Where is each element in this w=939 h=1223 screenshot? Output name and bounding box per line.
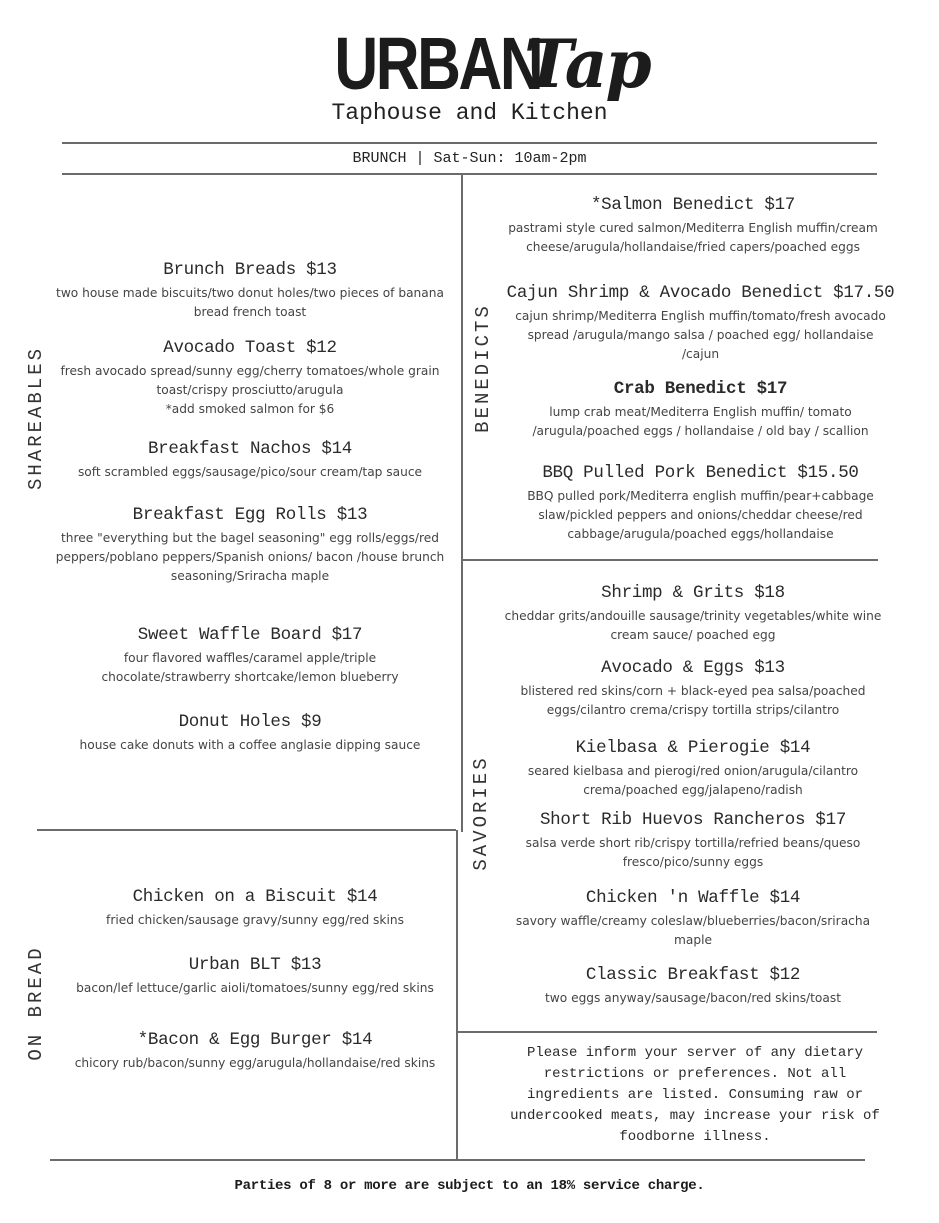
menu-item bbox=[503, 581, 883, 645]
divider-left-sections bbox=[37, 829, 456, 831]
menu-item bbox=[55, 258, 445, 322]
menu-item bbox=[503, 281, 898, 364]
item-title: Crab Benedict $17 bbox=[613, 379, 788, 399]
dietary-notice: Please inform your server of any dietary restrictions or preferences. Not all ingredients are listed. Consuming raw or undercooked meats, may increase your risk of foodborne illness. bbox=[510, 1045, 880, 1145]
divider-top bbox=[62, 142, 877, 144]
item-description: cheddar grits/andouille sausage/trinity vegetables/white wine cream sauce/ poached egg bbox=[504, 609, 882, 642]
menu-item bbox=[503, 736, 883, 800]
item-title: Chicken 'n Waffle $14 bbox=[585, 888, 801, 908]
service-charge-footer: Parties of 8 or more are subject to an 18% service charge. bbox=[234, 1178, 705, 1194]
item-description: cajun shrimp/Mediterra English muffin/tomato/fresh avocado spread /arugula/mango salsa / poached egg/ hollandaise /cajun bbox=[515, 309, 886, 361]
item-title: Chicken on a Biscuit $14 bbox=[132, 887, 378, 907]
item-title: Brunch Breads $13 bbox=[163, 260, 337, 280]
menu-item bbox=[55, 953, 455, 998]
item-description: fresh avocado spread/sunny egg/cherry tomatoes/whole grain toast/crispy prosciutto/arugula bbox=[60, 364, 440, 397]
divider-center-upper bbox=[461, 175, 463, 832]
menu-item bbox=[503, 461, 898, 544]
menu-item bbox=[503, 886, 883, 950]
menu-item bbox=[503, 963, 883, 1008]
section-label-benedicts: BENEDICTS bbox=[472, 303, 494, 433]
item-description: four flavored waffles/caramel apple/triple chocolate/strawberry shortcake/lemon blueberry bbox=[101, 651, 399, 684]
menu-item bbox=[75, 623, 425, 687]
item-title: *Salmon Benedict $17 bbox=[590, 195, 796, 215]
logo-urban: URBAN bbox=[334, 22, 542, 105]
menu-item bbox=[503, 377, 898, 441]
item-description: blistered red skins/corn + black-eyed pea salsa/poached eggs/cilantro crema/crispy tortilla strips/cilantro bbox=[520, 684, 866, 717]
item-title: Breakfast Egg Rolls $13 bbox=[132, 505, 368, 525]
item-description: pastrami style cured salmon/Mediterra English muffin/cream cheese/arugula/hollandaise/fried capers/poached eggs bbox=[508, 221, 878, 254]
menu-item bbox=[55, 503, 445, 586]
item-description: fried chicken/sausage gravy/sunny egg/red skins bbox=[106, 913, 404, 927]
item-description: savory waffle/creamy coleslaw/blueberries/bacon/sriracha maple bbox=[515, 914, 871, 947]
item-title: Short Rib Huevos Rancheros $17 bbox=[539, 810, 847, 830]
item-description: soft scrambled eggs/sausage/pico/sour cream/tap sauce bbox=[77, 465, 423, 479]
item-title: Kielbasa & Pierogie $14 bbox=[575, 738, 811, 758]
logo bbox=[0, 24, 939, 108]
item-title: Breakfast Nachos $14 bbox=[147, 439, 353, 459]
menu-item bbox=[55, 710, 445, 755]
item-description: chicory rub/bacon/sunny egg/arugula/hollandaise/red skins bbox=[74, 1056, 436, 1070]
subtitle: Taphouse and Kitchen bbox=[331, 100, 608, 126]
menu-item bbox=[55, 1028, 455, 1073]
divider-center-lower bbox=[456, 830, 458, 1160]
menu-item bbox=[55, 437, 445, 482]
logo-tap: Tap bbox=[523, 25, 650, 103]
divider-right-lower bbox=[457, 1031, 877, 1033]
menu-item bbox=[503, 656, 883, 720]
item-title: *Bacon & Egg Burger $14 bbox=[137, 1030, 373, 1050]
item-title: Sweet Waffle Board $17 bbox=[137, 625, 363, 645]
divider-bottom bbox=[50, 1159, 865, 1161]
section-label-shareables: SHAREABLES bbox=[25, 345, 47, 491]
divider-right-upper bbox=[461, 559, 878, 561]
section-label-savories: SAVORIES bbox=[470, 755, 492, 871]
item-title: Avocado Toast $12 bbox=[163, 338, 337, 358]
item-title: Shrimp & Grits $18 bbox=[601, 583, 785, 603]
item-description: house cake donuts with a coffee anglasie dipping sauce bbox=[79, 738, 421, 752]
section-label-on-bread: ON BREAD bbox=[25, 945, 47, 1061]
item-note: *add smoked salmon for $6 bbox=[165, 402, 335, 416]
item-description: two eggs anyway/sausage/bacon/red skins/toast bbox=[545, 991, 841, 1005]
brunch-hours: BRUNCH | Sat-Sun: 10am-2pm bbox=[352, 150, 587, 167]
item-description: two house made biscuits/two donut holes/two pieces of banana bread french toast bbox=[56, 286, 444, 319]
item-description: lump crab meat/Mediterra English muffin/ tomato /arugula/poached eggs / hollandaise / old bay / scallion bbox=[532, 405, 869, 438]
menu-item bbox=[503, 193, 883, 257]
item-title: Classic Breakfast $12 bbox=[585, 965, 801, 985]
item-description: BBQ pulled pork/Mediterra english muffin/pear+cabbage slaw/pickled peppers and onions/cheddar cheese/red cabbage/arugula/poached eggs/hollandaise bbox=[527, 489, 874, 541]
item-description: three "everything but the bagel seasoning" egg rolls/eggs/red peppers/poblano peppers/Spanish onions/ bacon /house brunch seasoning/Sriracha maple bbox=[55, 531, 445, 583]
item-title: Donut Holes $9 bbox=[178, 712, 322, 732]
menu-item bbox=[503, 808, 883, 872]
menu-item bbox=[55, 885, 455, 930]
item-description: seared kielbasa and pierogi/red onion/arugula/cilantro crema/poached egg/jalapeno/radish bbox=[527, 764, 859, 797]
item-title: Avocado & Eggs $13 bbox=[601, 658, 785, 678]
item-title: Urban BLT $13 bbox=[188, 955, 322, 975]
item-description: salsa verde short rib/crispy tortilla/refried beans/queso fresco/pico/sunny eggs bbox=[525, 836, 861, 869]
item-title: Cajun Shrimp & Avocado Benedict $17.50 bbox=[506, 283, 895, 303]
item-title: BBQ Pulled Pork Benedict $15.50 bbox=[542, 463, 859, 483]
divider-hours bbox=[62, 173, 877, 175]
item-description: bacon/lef lettuce/garlic aioli/tomatoes/sunny egg/red skins bbox=[76, 981, 434, 995]
menu-item bbox=[55, 336, 445, 419]
